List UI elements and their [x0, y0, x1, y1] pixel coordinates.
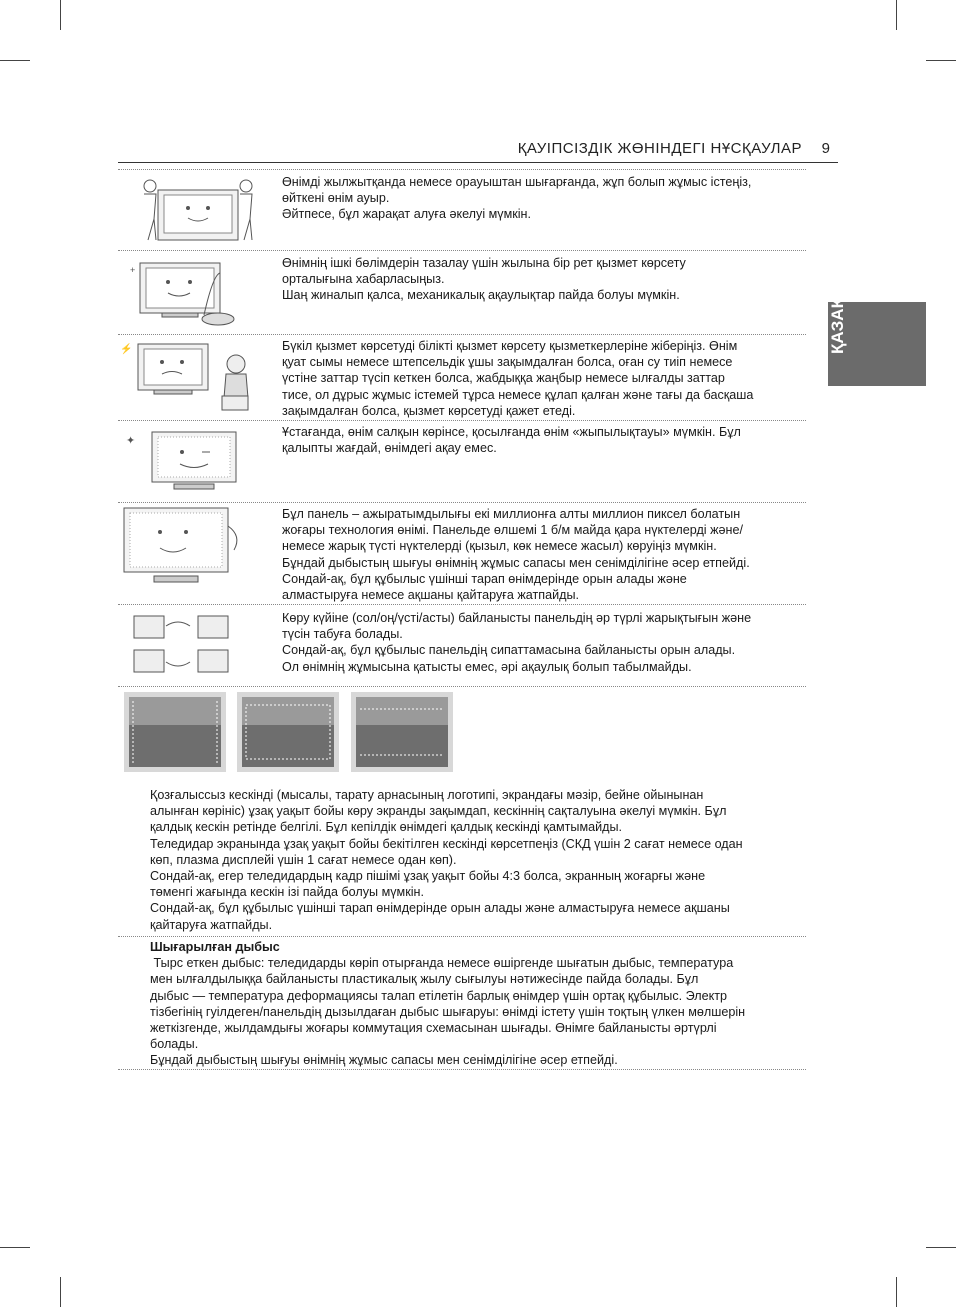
crop-mark	[60, 0, 61, 30]
safety-row-text: Бұл панель – ажыратымдылығы екі миллионға алты миллион пиксел болатын жоғары технология өнімі. Панельде өлшемі 1 б/м майда қара нүктелерді және/ немесе жарық түсті нүктелерді (қызыл, көк немесе жасыл) көруіңіз мүмкін. Бұндай дыбыстың шығуы өнімнің жұмыс сапасы мен сенімділігіне әсер етпейді. Сондай-ақ, бұл құбылыс үшінші тарап өнімдерінде орын алады және алмастыруға немесе ақшаны қайтаруға жатпайды.	[282, 507, 750, 603]
language-tab-label: ҚАЗАҚША	[828, 268, 847, 354]
crop-mark	[0, 1247, 30, 1248]
crop-mark	[926, 60, 956, 61]
viewing-angle-illustration	[118, 610, 278, 682]
crop-mark	[60, 1277, 61, 1307]
crop-mark	[896, 1277, 897, 1307]
crop-mark	[896, 0, 897, 30]
separator	[118, 250, 806, 251]
page-header	[118, 140, 838, 163]
svg-text:✦: ✦	[126, 435, 136, 447]
generated-sound-section: Шығарылған дыбыс Тырс еткен дыбыс: теледидарды көріп отырғанда немесе өшіргенде шығатын дыбыс, температура мен ылғалдылыққа байланысты пластикалық жылу сығылуы нәтижесінде пайда болады. Бұл дыбыс — температура деформациясы талап етілетін барлық өнімдер үшін ортақ құбылыс. Электр тізбегінің гуілдеген/панельдің дызылдаған дыбыс шығаруы: өнімді істету үшін тоқтың үлкен мөлшерін жеткізгенде, жылдамдығы жоғары коммутация схемасынан шығады. Өнімге байланысты әртүрлі болады. Бұндай дыбыстың шығуы өнімнің жұмыс сапасы мен сенімділігіне әсер етпейді.	[150, 939, 800, 1069]
separator	[118, 334, 806, 335]
image-retention-example	[124, 692, 226, 772]
tv-pixel-panel-illustration	[118, 506, 278, 590]
language-tab	[828, 268, 926, 386]
separator	[118, 1069, 806, 1070]
page-number: 9	[821, 140, 830, 157]
image-retention-example	[351, 692, 453, 772]
svg-text:+: +	[130, 265, 136, 275]
tv-service-technician-illustration	[118, 338, 278, 416]
svg-text:⚡: ⚡	[120, 344, 133, 355]
header-title: ҚАУІПСІЗДІК ЖӨНІНДЕГІ НҰСҚАУЛАР	[517, 140, 802, 157]
separator	[118, 604, 806, 605]
tv-flicker-illustration	[118, 424, 278, 498]
separator	[118, 502, 806, 503]
separator	[118, 936, 806, 937]
safety-row-text: Бүкіл қызмет көрсетуді білікті қызмет көрсету қызметкерлеріне жіберіңіз. Өнім қуат сымы немесе штепсельдік ұшы зақымдалған болса, оған су тиіп немесе үстіне заттар түсіп кеткен болса, жабдыққа жаңбыр немесе ылғалды заттар тисе, ол дұрыс жұмыс істемей тұрса немесе құлап қалған және тағы да басқаша зақымдалған болса, қызмет көрсетуді қажет етеді.	[282, 339, 754, 418]
safety-row-text: Өнімнің ішкі бөлімдерін тазалау үшін жылына бір рет қызмет көрсету орталығына хабарласыңыз. Шаң жиналып қалса, механикалық ақаулықтар пайда болуы мүмкін.	[282, 256, 686, 303]
crop-mark	[0, 60, 30, 61]
separator	[118, 420, 806, 421]
tv-cleaning-illustration	[118, 255, 278, 327]
safety-row-text: Көру күйіне (сол/оң/үсті/асты) байланысты панельдің әр түрлі жарықтығын және түсін табуға болады. Сондай-ақ, бұл құбылыс панельдің сипаттамасына байланысты орын алады. Ол өнімнің жұмысына қатысты емес, әрі ақаулық болып табылмайды.	[282, 611, 752, 674]
crop-mark	[926, 1247, 956, 1248]
two-people-carrying-tv-illustration	[118, 174, 278, 244]
safety-row-text: Ұстағанда, өнім салқын көрінсе, қосылғанда өнім «жыпылықтауы» мүмкін. Бұл қалыпты жағдай, өнімдегі ақау емес.	[282, 425, 741, 456]
safety-row-text: Өнімді жылжытқанда немесе орауыштан шығарғанда, жұп болып жұмыс істеңіз, өйткені өнім ауыр. Әйтпесе, бұл жарақат алуға әкелуі мүмкін.	[282, 175, 752, 222]
separator	[118, 169, 806, 170]
image-retention-text: Қозғалыссыз кескінді (мысалы, тарату арнасының логотипі, экрандағы мәзір, бейне ойынынан алынған көрініс) ұзақ уақыт бойы көру экранды зақымдап, кескіннің сақталуына әкелуі мүмкін. Бұл қалдық кескін ретінде белгілі. Бұл кепілдік өнімдегі қалдық кескінді қамтымайды. Теледидар экранында ұзақ уақыт бойы бекітілген кескінді көрсетпеңіз (СКД үшін 2 сағат немесе одан көп, плазма дисплейі үшін 1 сағат немесе одан көп). Сондай-ақ, егер теледидардың кадр пішімі ұзақ уақыт бойы 4:3 болса, экранның жоғарғы және төменгі жағында кескін ізі пайда болуы мүмкін. Сондай-ақ, бұл құбылыс үшінші тарап өнімдерінде орын алады және алмастыруға немесе ақшаны қайтаруға жатпайды.	[150, 788, 743, 932]
separator	[118, 686, 806, 687]
section-heading: Шығарылған дыбыс	[150, 940, 280, 954]
image-retention-example	[237, 692, 339, 772]
